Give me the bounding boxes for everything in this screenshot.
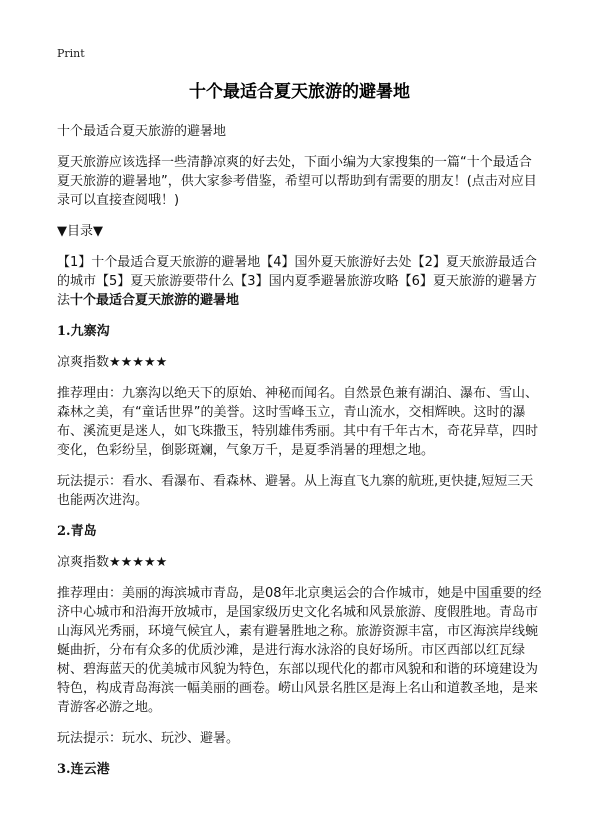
section-heading-jiuzhaigou: 1.九寨沟	[57, 324, 110, 339]
toc-link-2[interactable]: 【2】夏天旅游最适合的城市	[57, 255, 537, 289]
toc-link-1[interactable]: 【1】十个最适合夏天旅游的避暑地	[57, 255, 261, 270]
article-heading: 十个最适合夏天旅游的避暑地	[70, 293, 240, 308]
section-reason: 推荐理由：美丽的海滨城市青岛，是08年北京奥运会的合作城市，她是中国重要的经济中心城市和沿海开放城市，是国家级历史文化名城和风景旅游、度假胜地。青岛市山海风光秀丽，环境气候宜人，素有避暑胜地之称。旅游资源丰富，市区海滨岸线蜿蜒曲折，分布有众多的优质沙滩，是进行海水泳浴的良好场所。市区西部以红瓦绿树、碧海蓝天的优美城市风貌为特色，东部以现代化的都市风貌和和谐的环境建设为特色，构成青岛海滨一幅美丽的画卷。崂山风景名胜区是海上名山和道教圣地，是来青游客必游之地。	[57, 586, 542, 715]
intro-paragraph: 夏天旅游应该选择一些清静凉爽的好去处，下面小编为大家搜集的一篇“十个最适合夏天旅游的避暑地”，供大家参考借鉴，希望可以帮助到有需要的朋友！(点击对应目录可以直接查阅哦！)	[57, 155, 537, 208]
intro-subtitle: 十个最适合夏天旅游的避暑地	[57, 124, 227, 139]
section-heading-qingdao: 2.青岛	[57, 524, 97, 539]
page-title: 十个最适合夏天旅游的避暑地	[189, 82, 410, 102]
toc-link-5[interactable]: 【5】夏天旅游要带什么	[96, 274, 235, 289]
section-tips: 玩法提示：玩水、玩沙、避暑。	[57, 731, 240, 746]
print-link[interactable]: Print	[57, 47, 85, 60]
section-rating: 凉爽指数★★★★★	[57, 355, 168, 370]
section-rating: 凉爽指数★★★★★	[57, 555, 168, 570]
toc-list	[57, 253, 542, 310]
toc-link-4[interactable]: 【4】国外夏天旅游好去处	[260, 255, 412, 270]
toc-link-3[interactable]: 【3】国内夏季避暑旅游攻略	[234, 274, 399, 289]
toc-link-6[interactable]: 【6】夏天旅游的避暑方法	[57, 274, 537, 308]
section-heading-lianyungang: 3.连云港	[57, 762, 110, 777]
section-reason: 推荐理由：九寨沟以绝天下的原始、神秘而闻名。自然景色兼有湖泊、瀑布、雪山、森林之美，有“童话世界”的美誉。这时雪峰玉立，青山流水，交相辉映。这时的瀑布、溪流更是迷人，如飞珠撒玉，特别雄伟秀丽。其中有千年古木，奇花异草，四时变化，色彩纷呈，倒影斑斓，气象万千，是夏季消暑的理想之地。	[57, 386, 539, 458]
section-tips: 玩法提示：看水、看瀑布、看森林、避暑。从上海直飞九寨的航班,更快捷,短短三天也能两次进沟。	[57, 474, 534, 508]
toc-heading: ▼目录▼	[57, 224, 103, 239]
